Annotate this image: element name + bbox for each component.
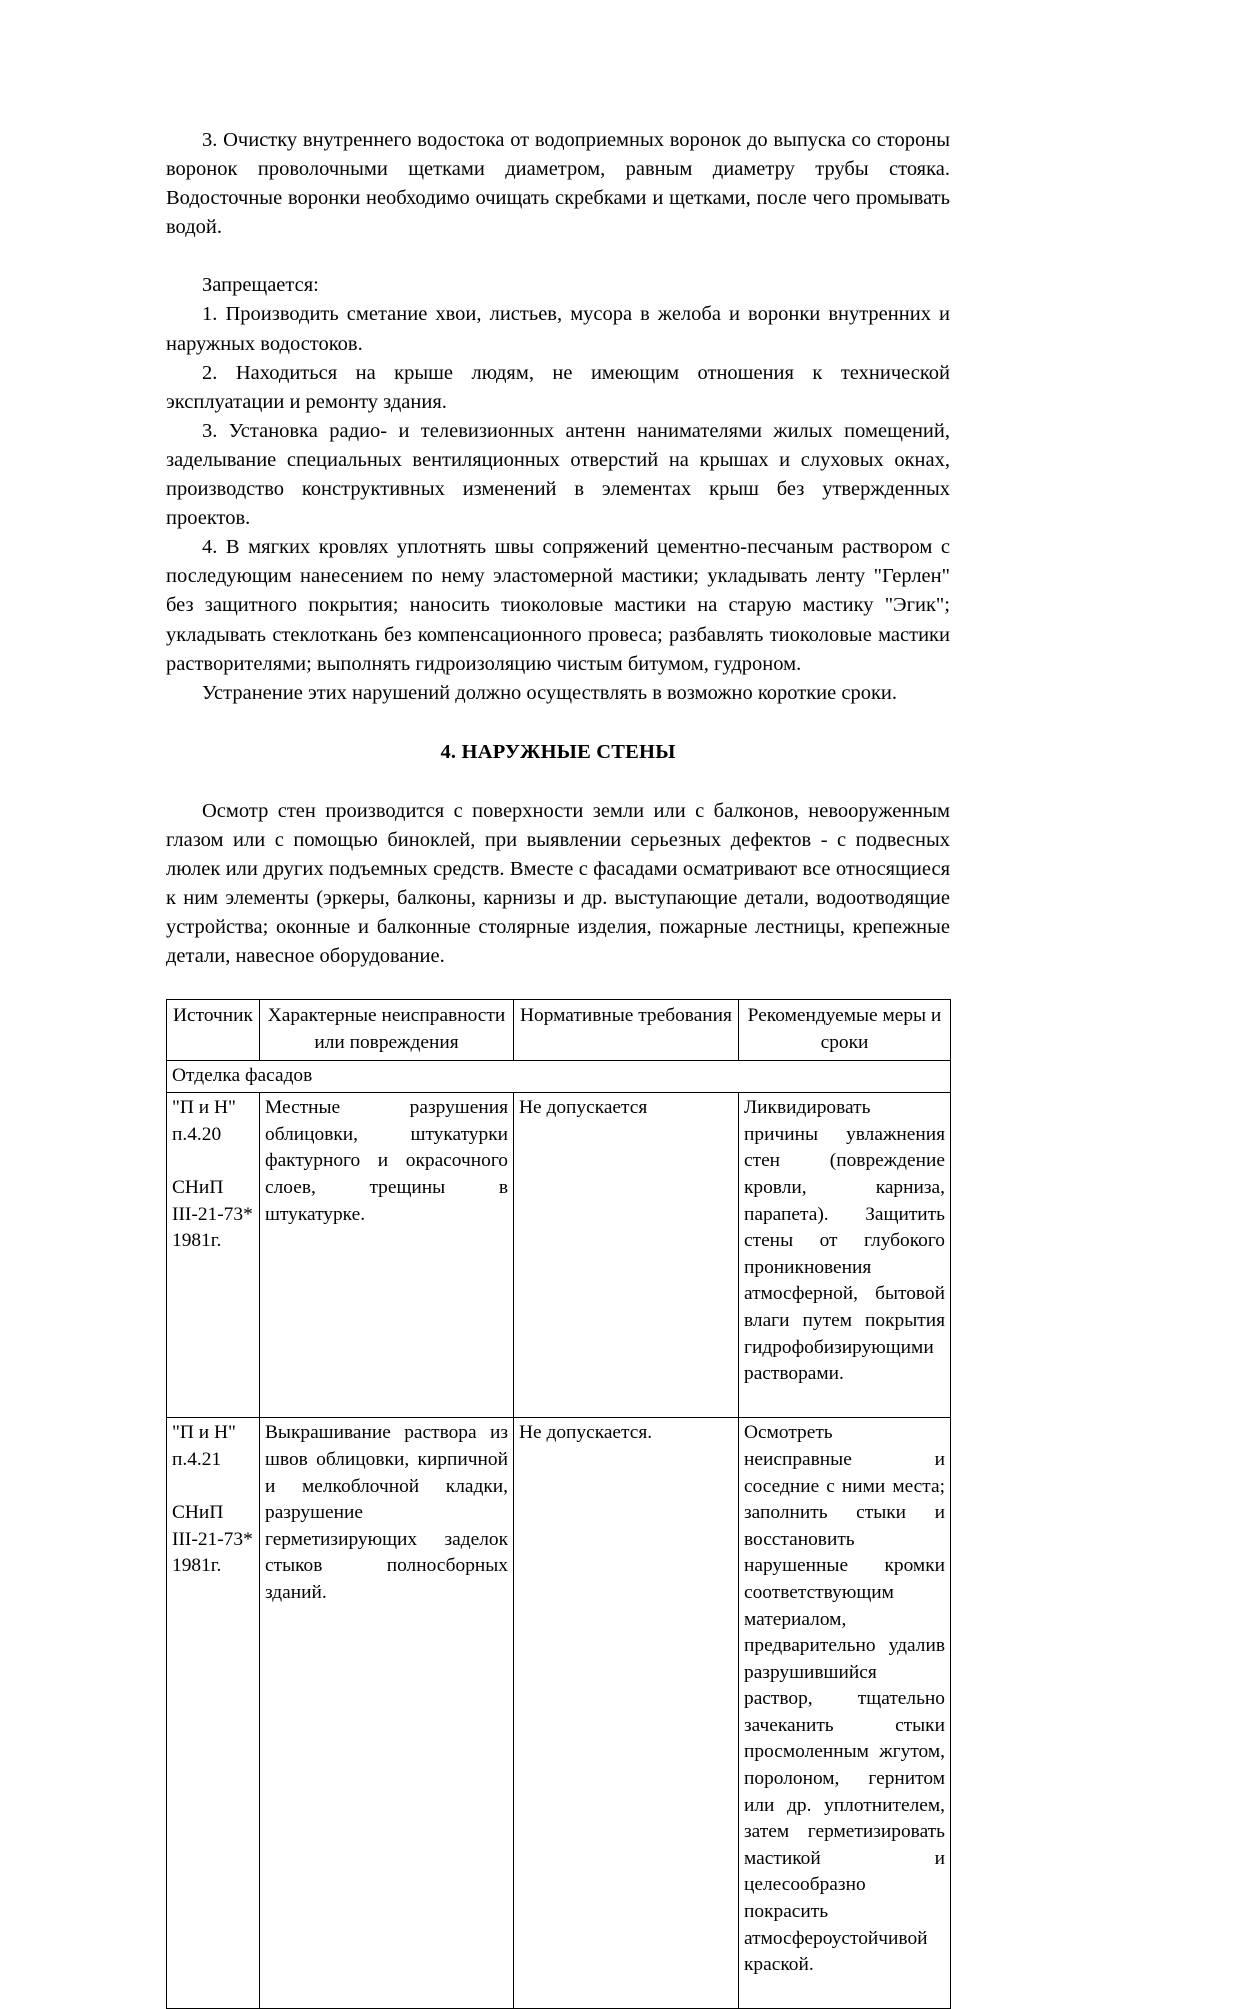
column-header-requirements: Нормативные требования <box>514 1000 739 1060</box>
source-line: СНиП <box>172 1177 224 1198</box>
cell-requirements <box>514 1418 739 2009</box>
column-header-measures: Рекомендуемые меры и сроки <box>739 1000 951 1060</box>
paragraph-prohibited-label: Запрещается: <box>202 274 319 297</box>
paragraph-remediation: Устранение этих нарушений должно осуществлять в возможно короткие сроки. <box>202 681 897 704</box>
table-section-title: Отделка фасадов <box>167 1060 951 1093</box>
source-line: "П и Н" <box>172 1097 236 1119</box>
table-row <box>167 1418 951 2009</box>
table-row <box>167 1093 951 1418</box>
paragraph-spacer <box>166 242 950 271</box>
page-content <box>166 126 950 2009</box>
column-header-source: Источник <box>167 1000 260 1060</box>
page-title: 4. НАРУЖНЫЕ СТЕНЫ <box>440 740 676 763</box>
source-line: п.4.20 <box>172 1123 222 1145</box>
measures-text: Осмотреть неисправные и соседние с ними места; заполнить стыки и восстановить нарушенные кромки соответствующим материалом, предварительно удалив разрушившийся раствор, тщательно зачеканить стыки просмоленным жгутом, поролоном, гернитом или др. уплотнителем, затем герметизировать мастикой и целесообразно покрасить атмосфероустойчивой краской. <box>744 1422 945 1976</box>
paragraph-cleaning: 3. Очистку внутреннего водостока от водоприемных воронок до выпуска со стороны воронок проволочными щетками диаметром, равным диаметру трубы стояка. Водосточные воронки необходимо очищать скребками и щетками, после чего промывать водой. <box>166 129 950 239</box>
heading-spacer-top <box>166 708 950 738</box>
paragraph-prohibited-4: 4. В мягких кровлях уплотнять швы сопряжений цементно-песчаным раствором с последующим нанесением по нему эластомерной мастики; укладывать ленту "Герлен" без защитного покрытия; наносить тиоколовые мастики на старую мастику "Эгик"; укладывать стеклоткань без компенсационного провеса; разбавлять тиоколовые мастики растворителями; выполнять гидроизоляцию чистым битумом, гудроном. <box>166 536 950 675</box>
defects-text: Местные разрушения облицовки, штукатурки фактурного и окрасочного слоев, трещины в штукатурке. <box>265 1097 508 1225</box>
cell-source <box>167 1093 260 1418</box>
heading-spacer-bottom <box>166 767 950 797</box>
column-header-defects: Характерные неисправности или повреждения <box>260 1000 514 1060</box>
paragraph-prohibited-3: 3. Установка радио- и телевизионных антенн нанимателями жилых помещений, заделывание специальных вентиляционных отверстий на крышах и слуховых окнах, производство конструктивных изменений в элементах крыш без утвержденных проектов. <box>166 419 950 530</box>
cell-measures <box>739 1093 951 1418</box>
source-line: п.4.21 <box>172 1448 222 1470</box>
source-blank-line <box>172 1474 254 1501</box>
cell-requirements <box>514 1093 739 1418</box>
table-section-row <box>167 1060 951 1093</box>
source-blank-line <box>172 1148 254 1175</box>
requirements-text: Не допускается <box>519 1097 648 1119</box>
source-line: III-21-73* <box>172 1528 253 1550</box>
cell-defects <box>260 1418 514 2009</box>
requirements-text: Не допускается. <box>519 1422 653 1444</box>
cell-defects <box>260 1093 514 1418</box>
paragraph-section-intro: Осмотр стен производится с поверхности земли или с балконов, невооруженным глазом или с помощью биноклей, при выявлении серьезных дефектов - с подвесных люлек или других подъемных средств. Вместе с фасадами осматривают все относящиеся к ним элементы (эркеры, балконы, карнизы и др. выступающие детали, водоотводящие устройства; оконные и балконные столярные изделия, пожарные лестницы, крепежные детали, навесное оборудование. <box>166 799 950 968</box>
cell-measures <box>739 1418 951 2009</box>
measures-text: Ликвидировать причины увлажнения стен (повреждение кровли, карниза, парапета). Защитить стены от глубокого проникновения атмосферной, бытовой влаги путем покрытия гидрофобизирующими растворами. <box>744 1097 945 1385</box>
defects-text: Выкрашивание раствора из швов облицовки, кирпичной и мелкоблочной кладки, разрушение герметизирующих заделок стыков полносборных зданий. <box>265 1422 508 1603</box>
source-line: СНиП <box>172 1502 224 1524</box>
paragraph-prohibited-2: 2. Находиться на крыше людям, не имеющим отношения к технической эксплуатации и ремонту здания. <box>166 361 950 413</box>
table-header-row <box>167 1000 951 1060</box>
source-line: III-21-73* <box>172 1203 253 1225</box>
source-lines-1 <box>172 1095 254 1255</box>
defects-table <box>166 999 951 2009</box>
source-lines-2 <box>172 1420 254 1580</box>
cell-source <box>167 1418 260 2009</box>
source-line: "П и Н" <box>172 1422 236 1444</box>
paragraph-prohibited-1: 1. Производить сметание хвои, листьев, мусора в желоба и воронки внутренних и наружных водостоков. <box>166 303 950 355</box>
source-line: 1981г. <box>172 1230 222 1252</box>
source-line: 1981г. <box>172 1555 222 1577</box>
